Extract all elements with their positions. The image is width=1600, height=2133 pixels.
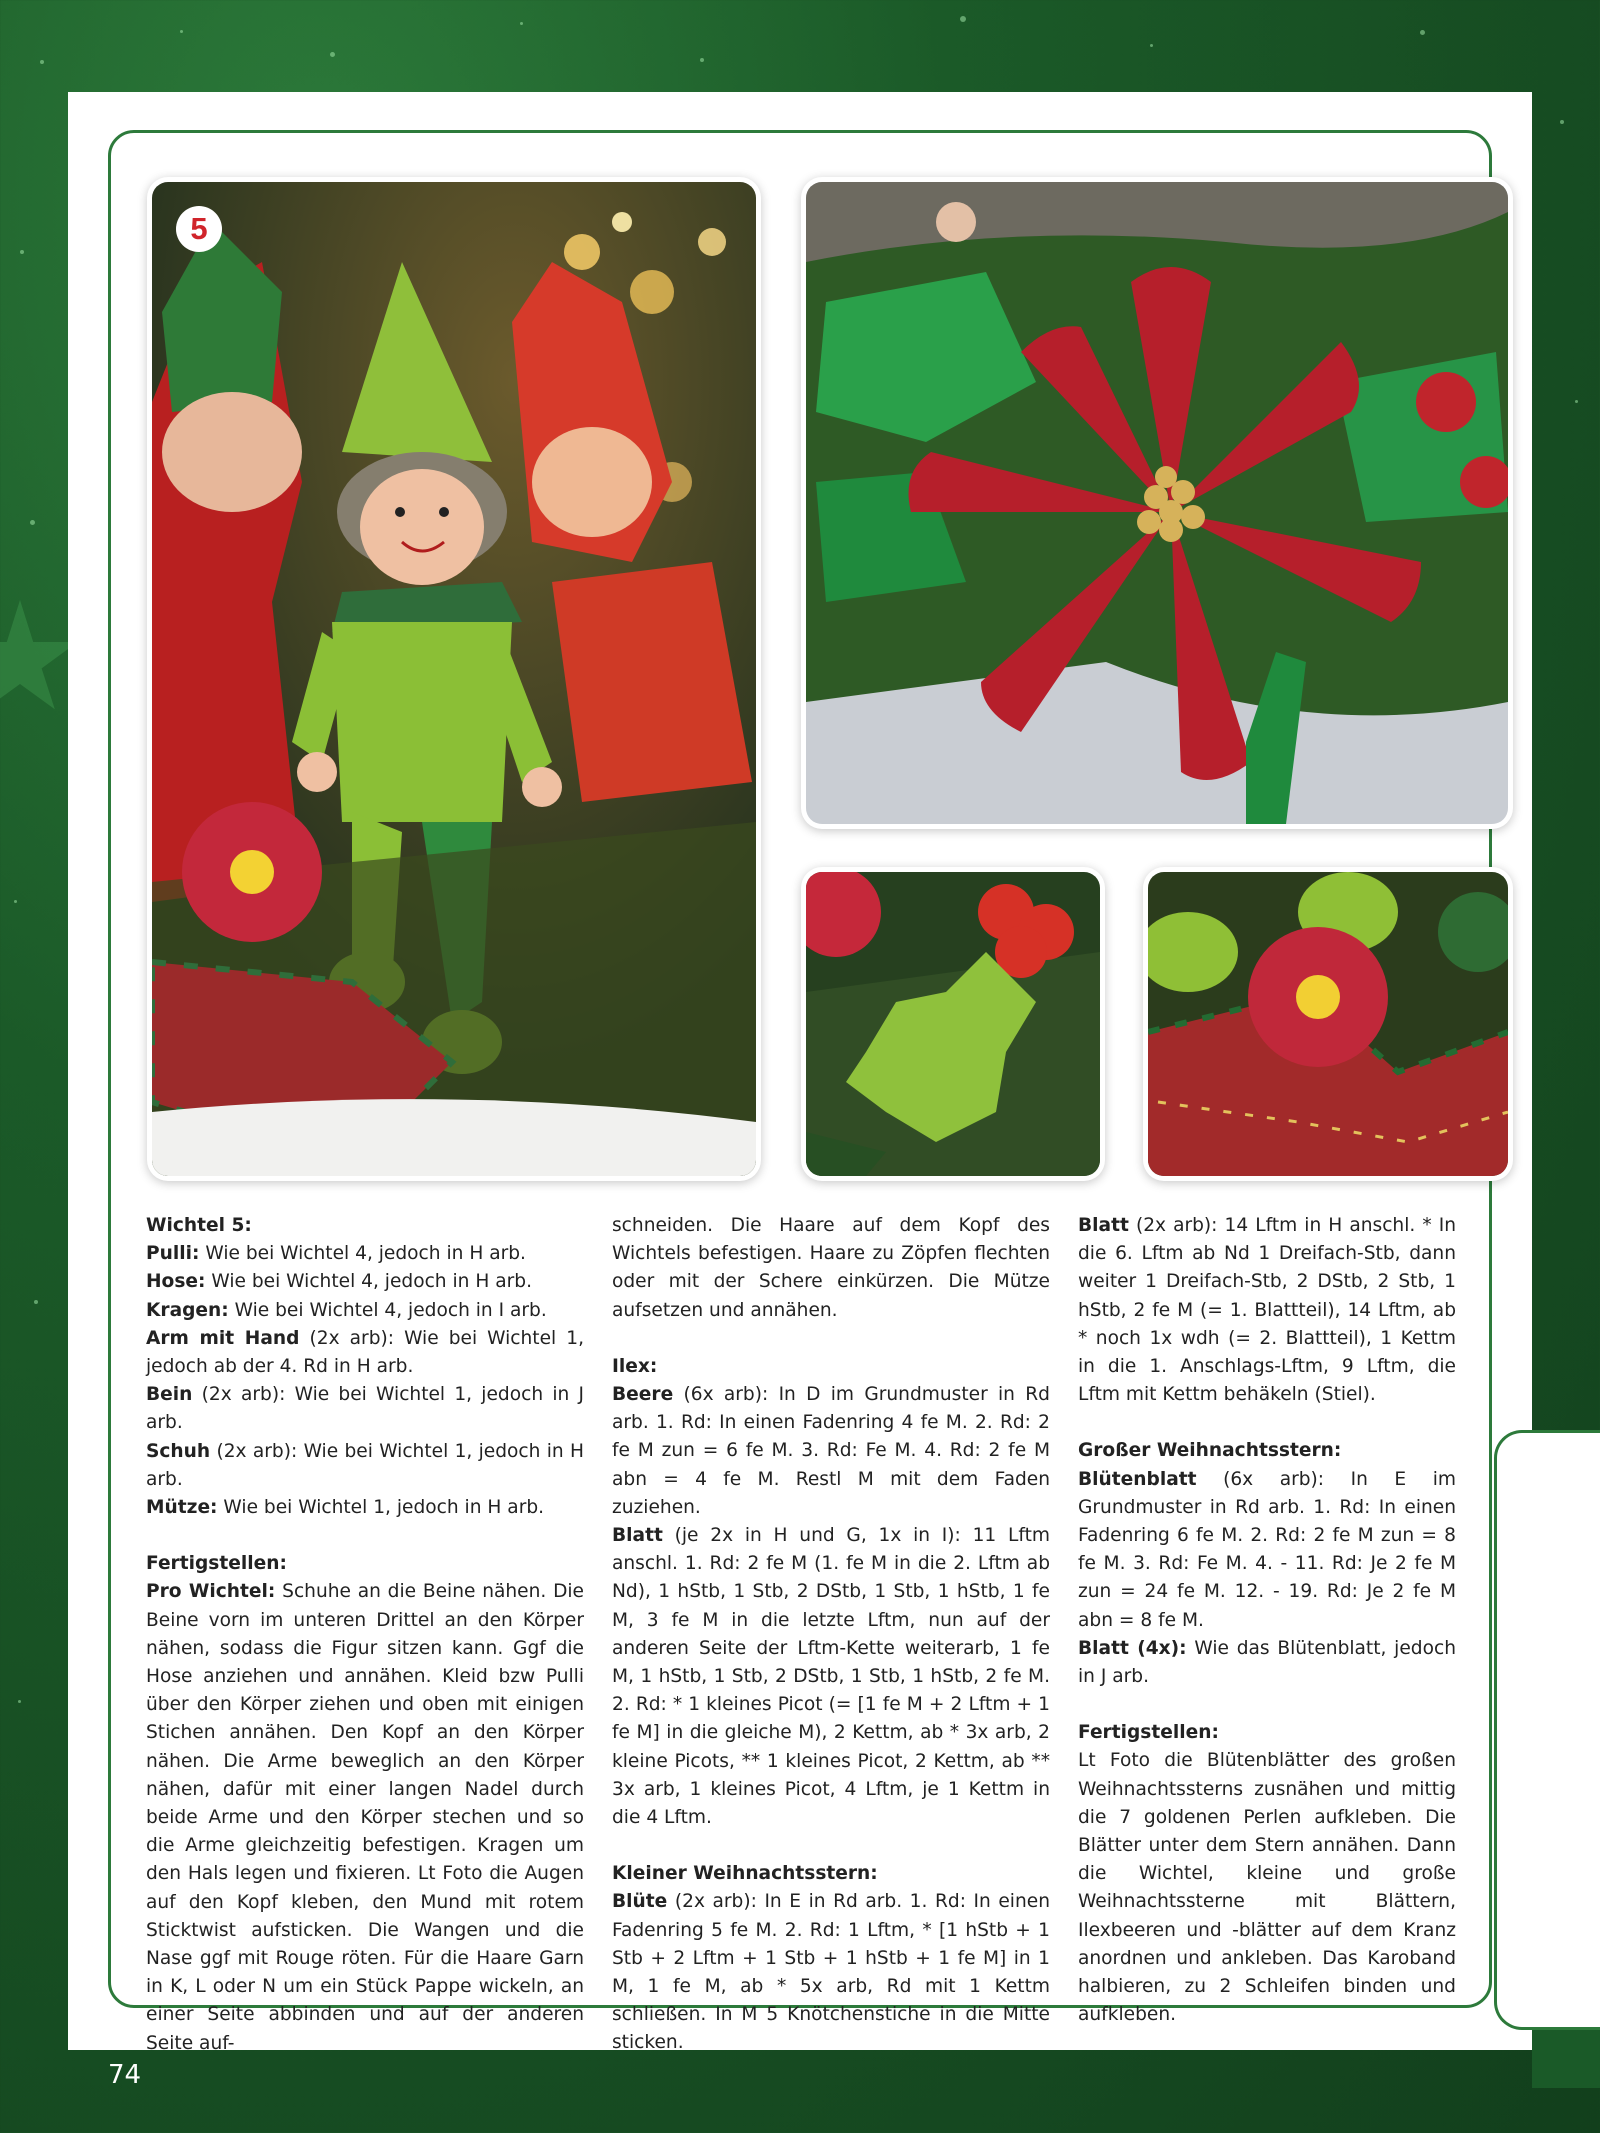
pro-wichtel-text: Schuhe an die Beine nähen. Die Beine vorn im unteren Drittel an den Körper nähen, sodass die Figur sitzen kann. Ggf die Hose anziehen und annähen. Kleid bzw Pulli über den Körper ziehen und oben mit einigen Stichen annähen. Den Kopf an den Körper nähen. Die Arme beweglich an den Körper nähen, dafür mit einer langen Nadel durch beide Arme und den Körper stechen und so die Arme gleichzeitig befestigen. Kragen um den Hals legen und fixieren. Lt Foto die Augen auf den Kopf kleben, den Mund mit rotem Sticktwist aufsticken. Die Wangen und die Nase ggf mit Rouge röten. Für die Haare Garn in K, L oder N um ein Stück Pappe wickeln, an einer Seite abbinden und auf der anderen Seite auf- [146,1581,584,2054]
project-number-badge: 5 [176,206,222,252]
continued-text: schneiden. Die Haare auf dem Kopf des Wichtels befestigen. Haare zu Zöpfen flechten oder mit der Schere einkürzen. Die Mütze aufsetzen und annähen. [612,1215,1050,1321]
bluetenblatt-text: In E im Grundmuster in Rd arb. 1. Rd: In einen Fadenring 6 fe M. 2. Rd: 2 fe M zun = 8 fe M. 3. Rd: Fe M. 4. - 11. Rd: Je 2 fe M zun = 24 fe M. 12. - 19. Rd: Je 2 fe M abn = 8 fe M. [1078,1468,1456,1631]
hose-label: Hose: [146,1271,206,1293]
kragen-entry [146,1297,584,1325]
kragen-label: Kragen: [146,1299,229,1321]
bluete-label: Blüte [612,1891,668,1913]
blatt2-entry [1078,1212,1456,1409]
muetze-text: Wie bei Wichtel 1, jedoch in H arb. [223,1497,545,1519]
bluete-count: (2x arb): [674,1891,757,1913]
photo-ilex [806,872,1100,1176]
muetze-entry [146,1494,584,1522]
blatt2-count: (2x arb): [1135,1215,1218,1236]
fertigstellen-heading: Fertigstellen: [146,1553,287,1575]
pro-wichtel-label: Pro Wichtel: [146,1581,276,1603]
schuh-count: (2x arb): [216,1440,298,1462]
beere-entry [612,1381,1050,1522]
fertigstellen-2-heading: Fertigstellen: [1078,1722,1219,1744]
pulli-label: Pulli: [146,1243,200,1265]
blatt4-text: Wie das Blütenblatt, jedoch in J arb. [1078,1637,1456,1688]
bluetenblatt-count: (6x arb): [1223,1468,1325,1490]
ilex-heading: Ilex: [612,1355,658,1377]
bluete-text: In E in Rd arb. 1. Rd: In einen Fadenring 5 fe M. 2. Rd: 1 Lftm, * [1 hStb + 1 Stb + 2 Lftm + 1 Stb + 1 hStb + 1 fe M] in 1 M, 1 fe M, ab * 5x arb, Rd mit 1 Kettm schließen. In M 5 Knötchenstiche in die Mitte sticken. [612,1891,1050,2054]
fertigstellen-2-text: Lt Foto die Blütenblätter des großen Weihnachtssterns zusnähen und mittig die 7 goldenen Perlen aufkleben. Die Blätter unter dem Stern annähen. Dann die Wichtel, kleine und große Weihnachtssterne mit Blättern, Ilexbeeren und -blätter auf dem Kranz anordnen und ankleben. Das Karoband halbieren, zu 2 Schleifen binden und aufkleben. [1078,1750,1456,2026]
wichtel-photo-icon [152,182,756,1176]
photo-kleiner-stern [1148,872,1508,1176]
wichtel-5-heading: Wichtel 5: [146,1215,252,1236]
text-column-2 [612,1212,1050,2058]
kleiner-stern-heading: Kleiner Weihnachtsstern: [612,1863,878,1885]
pulli-entry [146,1240,584,1268]
hose-text: Wie bei Wichtel 4, jedoch in H arb. [211,1271,532,1293]
schuh-label: Schuh [146,1440,211,1462]
blatt2-label: Blatt [1078,1215,1129,1236]
bluetenblatt-label: Blütenblatt [1078,1468,1197,1490]
small-poinsettia-photo-icon [1148,872,1508,1176]
frame-notch [1494,1430,1600,2030]
bein-entry [146,1381,584,1437]
schuh-entry [146,1438,584,1494]
holly-photo-icon [806,872,1100,1176]
arm-entry [146,1325,584,1381]
grosser-stern-heading: Großer Weihnachtsstern: [1078,1440,1342,1462]
arm-count: (2x arb): [309,1327,395,1349]
text-column-3 [1078,1212,1456,2029]
blatt-label: Blatt [612,1525,663,1547]
photo-weihnachtsstern [806,182,1508,824]
page-number: 74 [108,2060,142,2090]
bein-label: Bein [146,1384,193,1406]
blatt-entry [612,1522,1050,1832]
beere-count: (6x arb): [683,1384,769,1406]
blatt4-label: Blatt (4x): [1078,1637,1187,1659]
muetze-label: Mütze: [146,1497,218,1519]
blatt-count: (je 2x in H und G, 1x in I): [674,1525,961,1547]
hose-entry [146,1268,584,1296]
beere-text: In D im Grundmuster in Rd arb. 1. Rd: In einen Fadenring 4 fe M. 2. Rd: 2 fe M zun = 6 fe M. 3. Rd: Fe M. 4. Rd: 2 fe M abn = 4 fe M. Restl M mit dem Faden zuziehen. [612,1384,1050,1518]
schuh-text: Wie bei Wichtel 1, jedoch in H arb. [146,1440,584,1490]
bluete-entry [612,1888,1050,2057]
bein-count: (2x arb): [201,1384,286,1406]
bein-text: Wie bei Wichtel 1, jedoch in J arb. [146,1384,585,1434]
beere-label: Beere [612,1384,674,1406]
blatt2-text: 14 Lftm in H anschl. * In die 6. Lftm ab Nd 1 Dreifach-Stb, dann weiter 1 Dreifach-Stb, 2 DStb, 2 Stb, 1 hStb, 2 fe M (= 1. Blattteil), 14 Lftm, ab * noch 1x wdh (= 2. Blattteil), 1 Kettm in die 1. Anschlags-Lftm, 9 Lftm, die Lftm mit Kettm behäkeln (Stiel). [1078,1215,1456,1406]
text-column-1 [146,1212,584,2058]
arm-label: Arm mit Hand [146,1327,300,1349]
photo-wichtel [152,182,756,1176]
pulli-text: Wie bei Wichtel 4, jedoch in H arb. [205,1243,526,1265]
poinsettia-photo-icon [806,182,1508,824]
arm-text: Wie bei Wichtel 1, jedoch ab der 4. Rd in H arb. [146,1327,584,1378]
kragen-text: Wie bei Wichtel 4, jedoch in I arb. [234,1299,547,1321]
pro-wichtel-entry [146,1578,584,2057]
bluetenblatt-entry [1078,1466,1456,1635]
blatt-text: 11 Lftm anschl. 1. Rd: 2 fe M (1. fe M in die 2. Lftm ab Nd), 1 hStb, 1 Stb, 2 DStb, 1 Stb, 1 hStb, 1 fe M, 3 fe M in die letzte Lftm, nun auf der anderen Seite der Lftm-Kette weiterarb, 1 fe M, 1 hStb, 1 Stb, 2 DStb, 1 Stb, 1 hStb, 2 fe M. 2. Rd: * 1 kleines Picot (= [1 fe M + 2 Lftm + 1 fe M] in die gleiche M), 2 Kettm, ab * 3x arb, 2 kleine Picots, ** 1 kleines Picot, 2 Kettm, ab ** 3x arb, 1 kleines Picot, 4 Lftm, je 1 Kettm in die 4 Lftm. [612,1525,1050,1829]
blatt4-entry [1078,1635,1456,1691]
